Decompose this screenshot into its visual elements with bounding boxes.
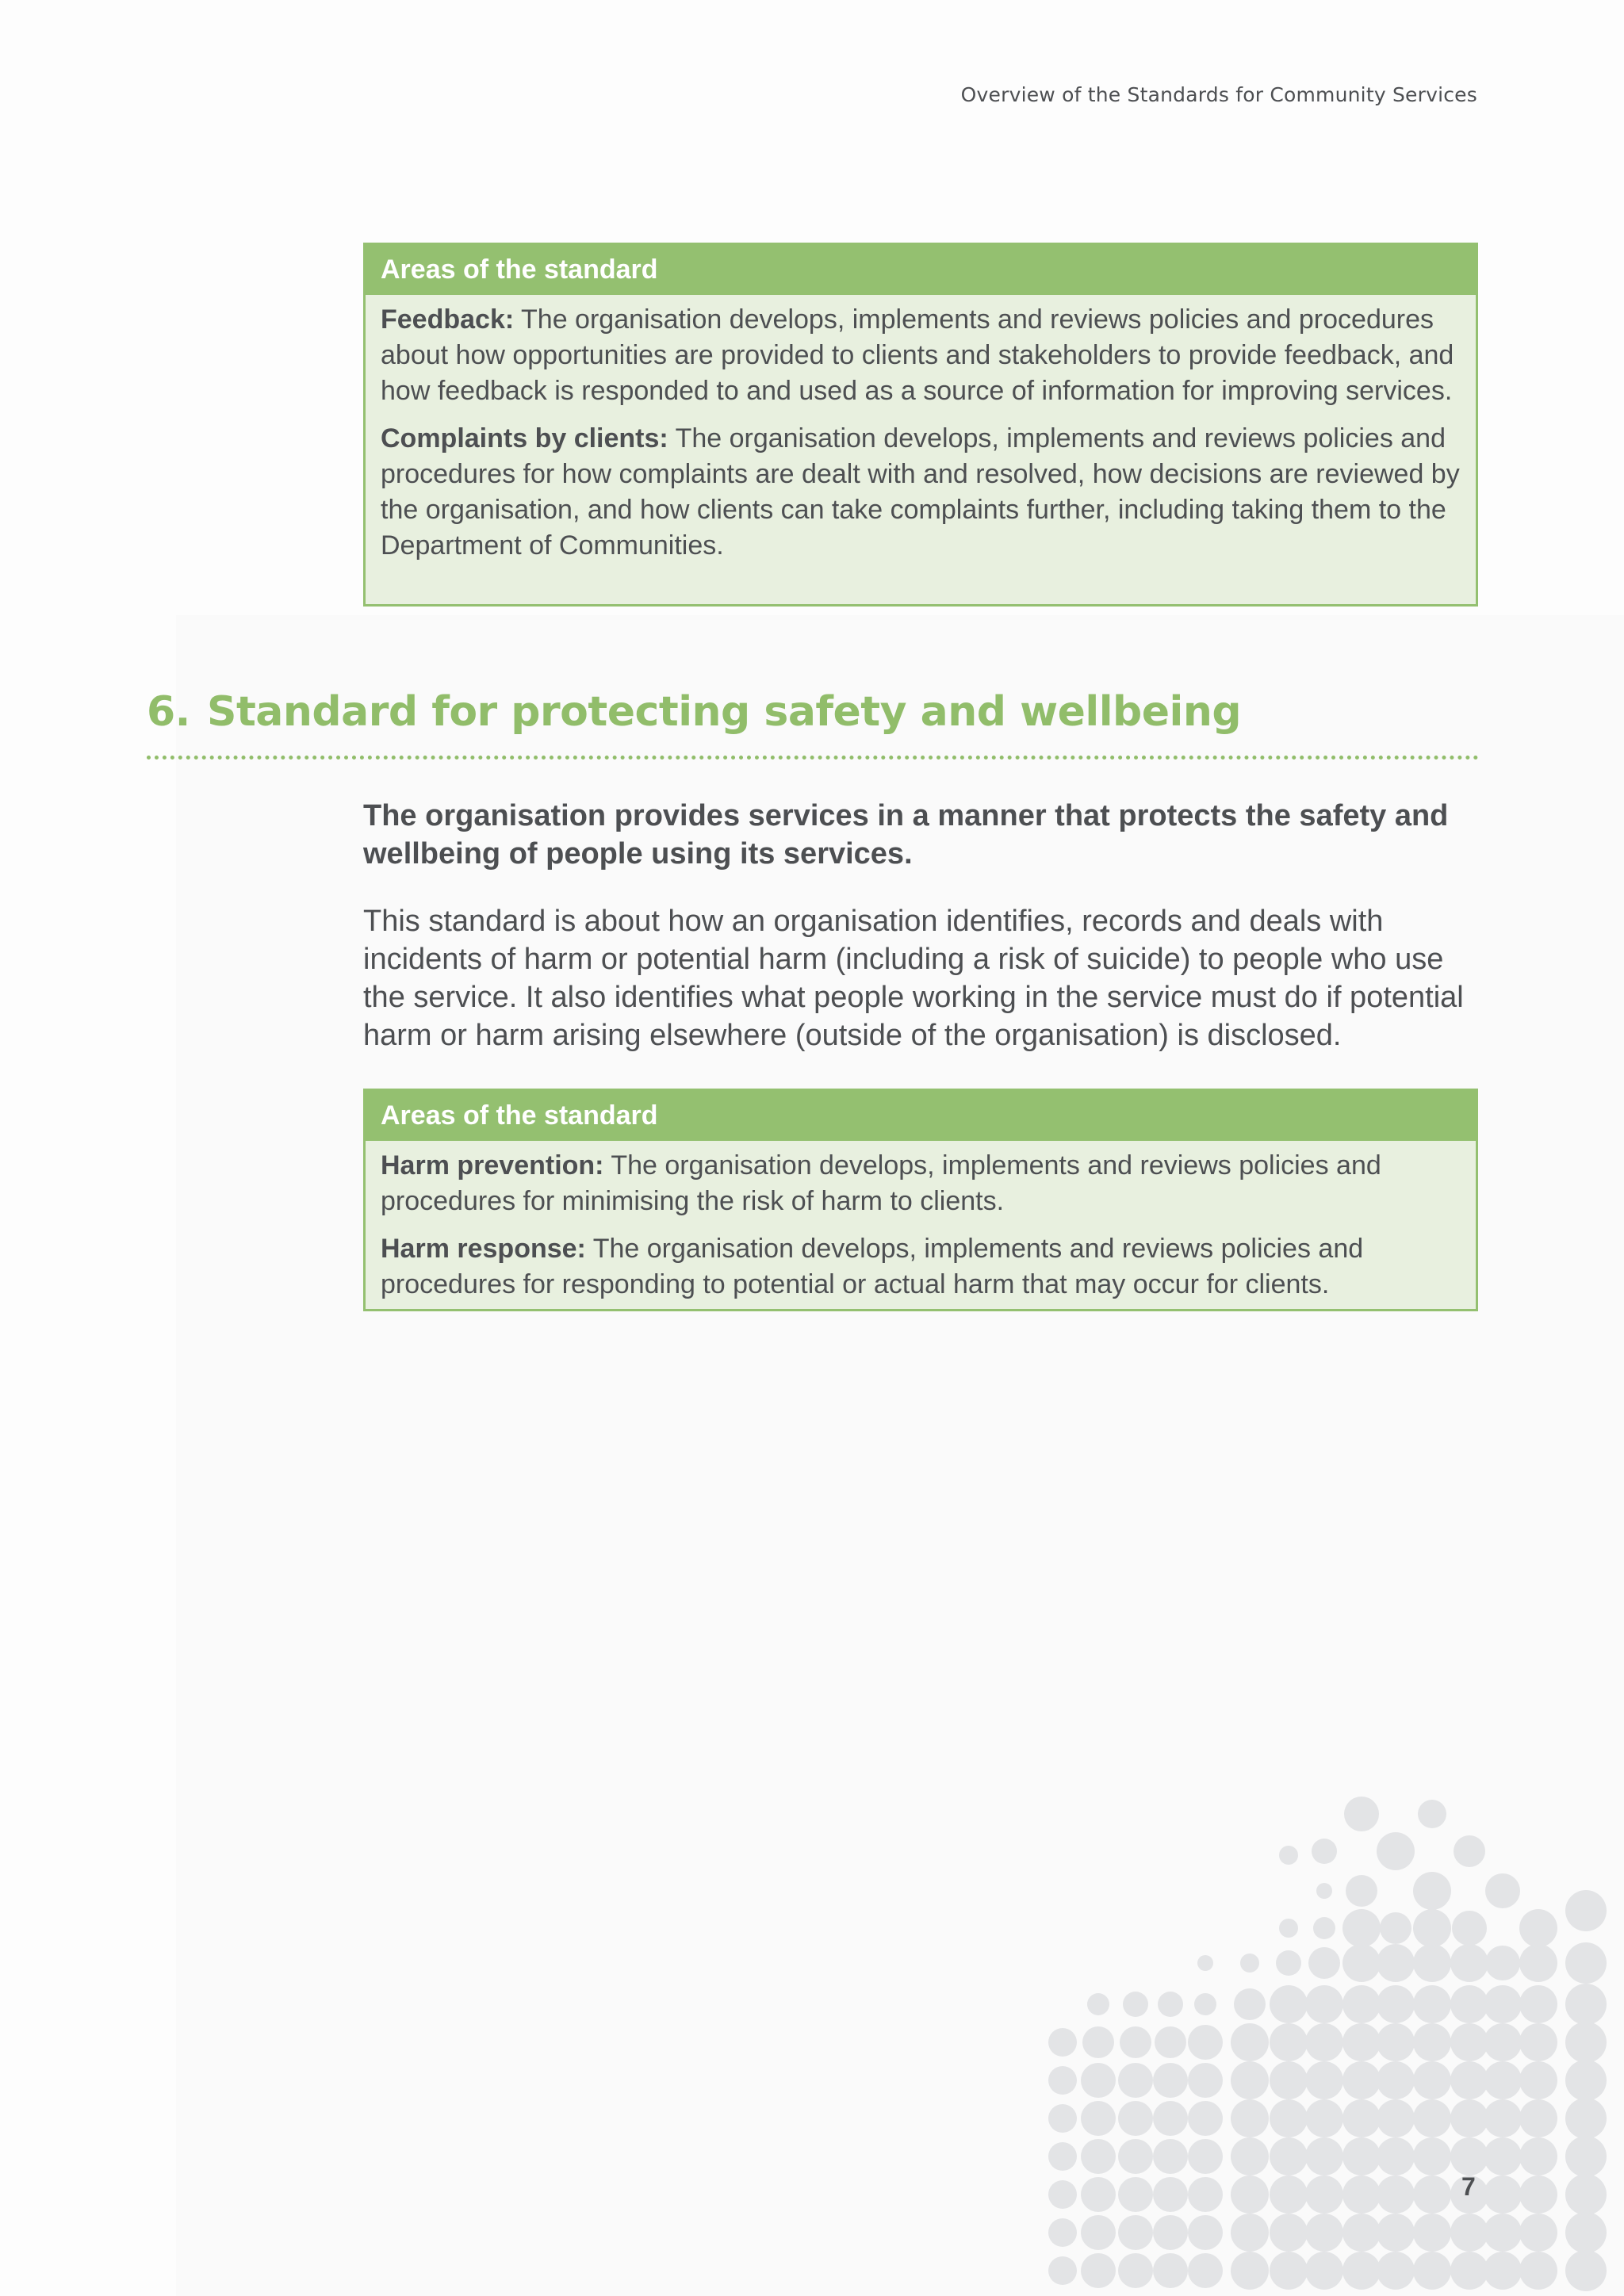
area-item-harm-response <box>381 1231 1461 1303</box>
area-item-harm-prevention <box>381 1148 1461 1219</box>
area-item-feedback <box>381 302 1461 409</box>
area-term: Harm prevention: <box>381 1150 604 1181</box>
dotted-divider <box>147 756 1479 760</box>
areas-of-standard-box-feedback <box>363 243 1478 607</box>
area-term: Complaints by clients: <box>381 423 668 453</box>
decorative-dot-pattern <box>983 1776 1624 2296</box>
running-header: Overview of the Standards for Community Services <box>960 83 1477 106</box>
box-body <box>366 1141 1476 1303</box>
area-description: The organisation develops, implements and reviews policies and procedures for minimising the risk of harm to clients. <box>381 1150 1381 1216</box>
area-description: The organisation develops, implements and reviews policies and procedures for responding to potential or actual harm that may occur for clients. <box>381 1234 1364 1299</box>
area-description: The organisation develops, implements and reviews policies and procedures for how complaints are dealt with and resolved, how decisions are reviewed by the organisation, and how clients can take complaints further, including taking them to the Department of Communities. <box>381 423 1460 561</box>
page-number: 7 <box>1461 2172 1476 2201</box>
areas-of-standard-box-harm <box>363 1089 1478 1311</box>
box-body <box>366 295 1476 564</box>
area-description: The organisation develops, implements and reviews policies and procedures about how opportunities are provided to clients and stakeholders to provide feedback, and how feedback is responded to and used as a source of information for improving services. <box>381 304 1454 406</box>
section-title: Standard for protecting safety and wellbeing <box>207 688 1242 736</box>
area-term: Harm response: <box>381 1234 586 1264</box>
body-paragraph: This standard is about how an organisation identifies, records and deals with incidents of harm or potential harm (including a risk of suicide) to people who use the service. It also identifies what people working in the service must do if potential harm or harm arising elsewhere (outside of the organisation) is disclosed. <box>363 905 1464 1052</box>
section-number: 6. <box>147 688 190 736</box>
area-term: Feedback: <box>381 304 515 335</box>
box-title: Areas of the standard <box>366 1091 1476 1141</box>
box-title: Areas of the standard <box>366 245 1476 295</box>
lead-statement: The organisation provides services in a manner that protects the safety and wellbeing of people using its services. <box>363 799 1449 871</box>
area-item-complaints <box>381 421 1461 564</box>
section-heading <box>147 688 1479 736</box>
